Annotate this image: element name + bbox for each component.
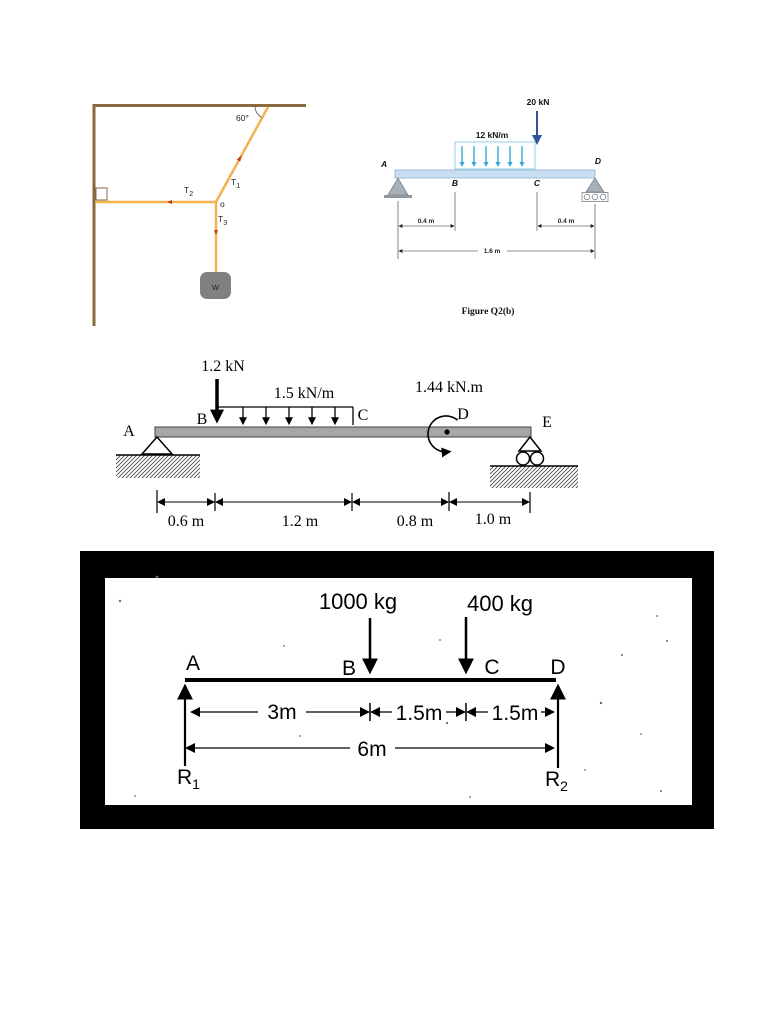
point-c-label: C (533, 178, 541, 188)
pin-support-a (142, 437, 172, 454)
roller-wheel (592, 194, 598, 200)
dimension-cd-label: 1.5m (491, 702, 539, 725)
beam (395, 170, 595, 178)
dimension-bc-label: 1.2 m (281, 513, 319, 530)
angle-arc (255, 106, 262, 117)
point-d-label: D (594, 156, 602, 166)
udl-region (455, 142, 535, 169)
scan-speck (660, 790, 662, 792)
dimension-cd-label: 0.8 m (396, 513, 434, 530)
roller-support-e (519, 437, 541, 451)
dimension-ab-label: 3m (267, 701, 297, 724)
t1-letter: T (231, 177, 237, 187)
point-load-label: 20 kN (526, 97, 550, 107)
t3-label (218, 214, 227, 227)
scan-speck (439, 639, 441, 641)
beam-q2b-diagram (380, 97, 608, 317)
ground-hatch-left (116, 455, 200, 478)
roller-wheel (531, 452, 544, 465)
scan-speck (299, 735, 301, 737)
scan-speck (584, 769, 586, 771)
scan-speck (283, 645, 285, 647)
t2-letter: T (184, 185, 190, 195)
dimension-ad-label: 6m (357, 738, 387, 761)
load-c-label: 400 kg (466, 591, 534, 616)
point-c-label: C (357, 407, 369, 424)
roller-wheel (584, 194, 590, 200)
beam-ad-diagram (80, 551, 714, 829)
moment-point (444, 429, 449, 434)
t3-letter: T (218, 214, 224, 224)
scan-speck (446, 722, 448, 724)
r2-subscript: 2 (560, 778, 568, 794)
scan-speck (656, 615, 658, 617)
beam-ae-diagram (116, 358, 578, 530)
dimension-ab-label: 0.4 m (417, 218, 435, 225)
roller-support-d (586, 178, 604, 192)
point-d-label: D (550, 656, 566, 679)
angle-label: 60° (236, 113, 249, 123)
scan-speck (666, 640, 668, 642)
ground-hatch-right (490, 466, 578, 488)
scan-speck (119, 600, 121, 602)
udl-label: 12 kN/m (475, 130, 509, 140)
t2-subscript: 2 (189, 191, 194, 198)
t1-label (231, 177, 240, 190)
roller-wheel (517, 452, 530, 465)
scan-speck (134, 795, 136, 797)
scan-speck (156, 576, 159, 579)
right-angle-marker (96, 188, 107, 200)
scan-speck (621, 654, 623, 656)
point-b-label: B (341, 657, 357, 680)
roller-wheel (600, 194, 606, 200)
scan-speck (640, 733, 642, 735)
point-d-label: D (457, 406, 469, 423)
beam (155, 427, 531, 437)
dimension-cd-label: 0.4 m (557, 218, 575, 225)
point-a-label: A (381, 159, 388, 169)
dimension-bc-label: 1.5m (395, 702, 443, 725)
pin-support-base (384, 195, 412, 198)
t3-subscript: 3 (223, 220, 228, 227)
point-c-label: C (484, 656, 500, 679)
scan-speck (469, 796, 471, 798)
udl-label: 1.5 kN/m (273, 385, 335, 402)
t2-label (184, 185, 193, 198)
scan-speck (600, 702, 602, 704)
dimension-ab-label: 0.6 m (167, 513, 205, 530)
tension-arrow-t3 (214, 230, 218, 235)
tension-arrow-t2 (167, 200, 172, 204)
dimension-ad-label: 1.6 m (483, 248, 501, 255)
weight-label: W (211, 283, 220, 292)
scan-area (105, 578, 692, 805)
cable-tension-diagram (93, 104, 307, 326)
point-b-label: B (451, 178, 459, 188)
t1-subscript: 1 (236, 183, 241, 190)
r2-letter: R (545, 768, 561, 791)
r1-letter: R (177, 766, 193, 789)
node-label: o (220, 199, 225, 209)
udl-arrows (462, 146, 522, 165)
point-a-label: A (185, 652, 201, 675)
dimension-de-label: 1.0 m (474, 511, 512, 528)
udl-load (217, 407, 353, 425)
pin-support-a (388, 178, 408, 195)
figure-caption: Figure Q2(b) (461, 307, 515, 317)
point-load-label: 1.2 kN (201, 358, 245, 375)
moment-label: 1.44 kN.m (415, 379, 483, 396)
load-b-label: 1000 kg (318, 589, 398, 614)
point-b-label: B (196, 411, 208, 428)
r1-subscript: 1 (192, 776, 200, 792)
point-e-label: E (542, 414, 552, 431)
point-a-label: A (123, 423, 135, 440)
